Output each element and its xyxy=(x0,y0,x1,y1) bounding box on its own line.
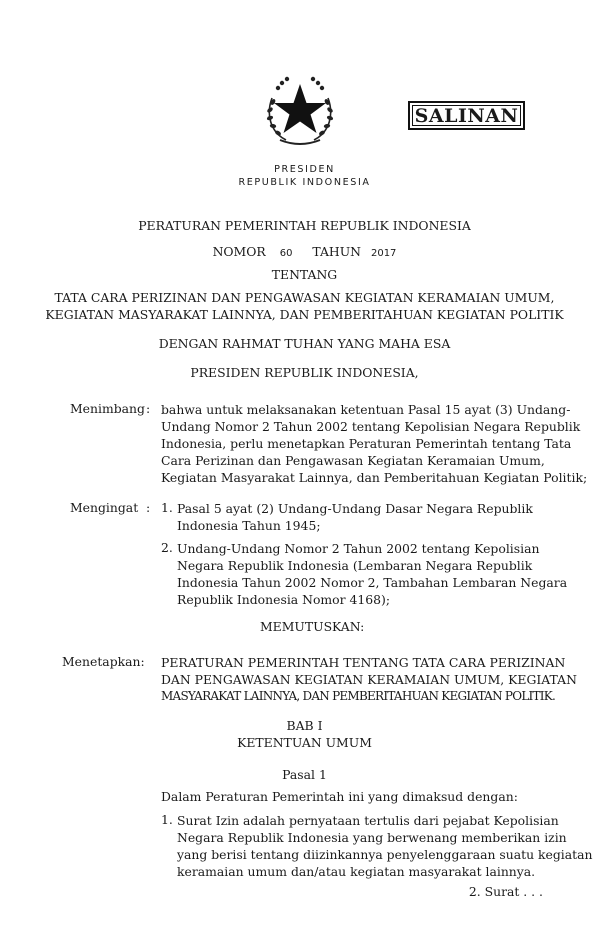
bab-title: KETENTUAN UMUM xyxy=(237,735,372,750)
mengingat-line: Undang-Undang Nomor 2 Tahun 2002 tentang Kepolisian xyxy=(177,541,540,556)
menimbang-colon: : xyxy=(146,401,151,416)
institution-line2: REPUBLIK INDONESIA xyxy=(238,177,371,188)
mengingat-colon: : xyxy=(146,500,151,515)
mengingat-line: Indonesia Tahun 2002 Nomor 2, Tambahan Lembaran Negara xyxy=(177,575,568,590)
mengingat-line: Republik Indonesia Nomor 4168); xyxy=(177,592,391,607)
salinan-stamp xyxy=(408,101,525,130)
pasal-title: Pasal 1 xyxy=(282,767,327,782)
menetapkan-line: MASYARAKAT LAINNYA, DAN PEMBERITAHUAN KEGIATAN POLITIK. xyxy=(161,689,556,703)
page-continuation: 2. Surat . . . xyxy=(468,884,543,899)
bab-number: BAB I xyxy=(286,718,323,733)
nomor-value: 60 xyxy=(279,248,293,259)
regulation-number-line xyxy=(0,244,609,259)
tentang-label: TENTANG xyxy=(271,267,338,282)
menimbang-label: Menimbang xyxy=(70,401,145,416)
pasal-line: keramaian umum dan/atau kegiatan masyarakat lainnya. xyxy=(177,864,536,879)
menetapkan-body xyxy=(161,654,577,705)
mengingat-item-2 xyxy=(177,540,568,608)
menimbang-line: Kegiatan Masyarakat Lainnya, dan Pemberitahuan Kegiatan Politik; xyxy=(161,470,588,485)
pasal-line: yang berisi tentang diizinkannya penyelenggaraan suatu kegiatan xyxy=(177,847,593,862)
salinan-label: SALINAN xyxy=(414,104,519,127)
menimbang-line: Indonesia, perlu menetapkan Peraturan Pemerintah tentang Tata xyxy=(161,436,572,451)
mengingat-item-number: 1. xyxy=(161,500,173,515)
menetapkan-label: Menetapkan: xyxy=(62,654,145,669)
pasal-intro: Dalam Peraturan Pemerintah ini yang dimaksud dengan: xyxy=(161,789,518,804)
menimbang-line: Undang Nomor 2 Tahun 2002 tentang Kepolisian Negara Republik xyxy=(161,419,581,434)
pasal-item-number: 1. xyxy=(161,812,173,827)
mengingat-line: Negara Republik Indonesia (Lembaran Negara Republik xyxy=(177,558,533,573)
tahun-label: TAHUN xyxy=(312,244,362,259)
menetapkan-line: DAN PENGAWASAN KEGIATAN KERAMAIAN UMUM, KEGIATAN xyxy=(161,672,577,687)
pasal-line: Negara Republik Indonesia yang berwenang memberikan izin xyxy=(177,830,567,845)
nomor-label: NOMOR xyxy=(212,244,266,259)
menimbang-body xyxy=(161,401,588,486)
pasal-item-1 xyxy=(177,812,593,880)
mengingat-item-number: 2. xyxy=(161,540,173,555)
menimbang-line: Cara Perizinan dan Pengawasan Kegiatan Keramaian Umum, xyxy=(161,453,545,468)
menetapkan-line: PERATURAN PEMERINTAH TENTANG TATA CARA PERIZINAN xyxy=(161,655,566,670)
pasal-line: Surat Izin adalah pernyataan tertulis dari pejabat Kepolisian xyxy=(177,813,559,828)
regulation-title: PERATURAN PEMERINTAH REPUBLIK INDONESIA xyxy=(138,218,471,233)
mengingat-item-1 xyxy=(177,500,533,534)
institution-line1: PRESIDEN xyxy=(274,164,335,175)
rahmat-line: DENGAN RAHMAT TUHAN YANG MAHA ESA xyxy=(158,336,451,351)
garuda-star-emblem-icon xyxy=(256,70,344,150)
mengingat-label: Mengingat xyxy=(70,500,139,515)
tahun-value: 2017 xyxy=(370,248,397,259)
mengingat-line: Pasal 5 ayat (2) Undang-Undang Dasar Negara Republik xyxy=(177,501,533,516)
subject-line-1: TATA CARA PERIZINAN DAN PENGAWASAN KEGIATAN KERAMAIAN UMUM, xyxy=(54,290,555,305)
subject-line-2: KEGIATAN MASYARAKAT LAINNYA, DAN PEMBERITAHUAN KEGIATAN POLITIK xyxy=(45,307,564,322)
memutuskan-heading: MEMUTUSKAN: xyxy=(260,619,365,634)
menimbang-line: bahwa untuk melaksanakan ketentuan Pasal 15 ayat (3) Undang- xyxy=(161,402,571,417)
president-line: PRESIDEN REPUBLIK INDONESIA, xyxy=(190,365,419,380)
mengingat-line: Indonesia Tahun 1945; xyxy=(177,518,321,533)
